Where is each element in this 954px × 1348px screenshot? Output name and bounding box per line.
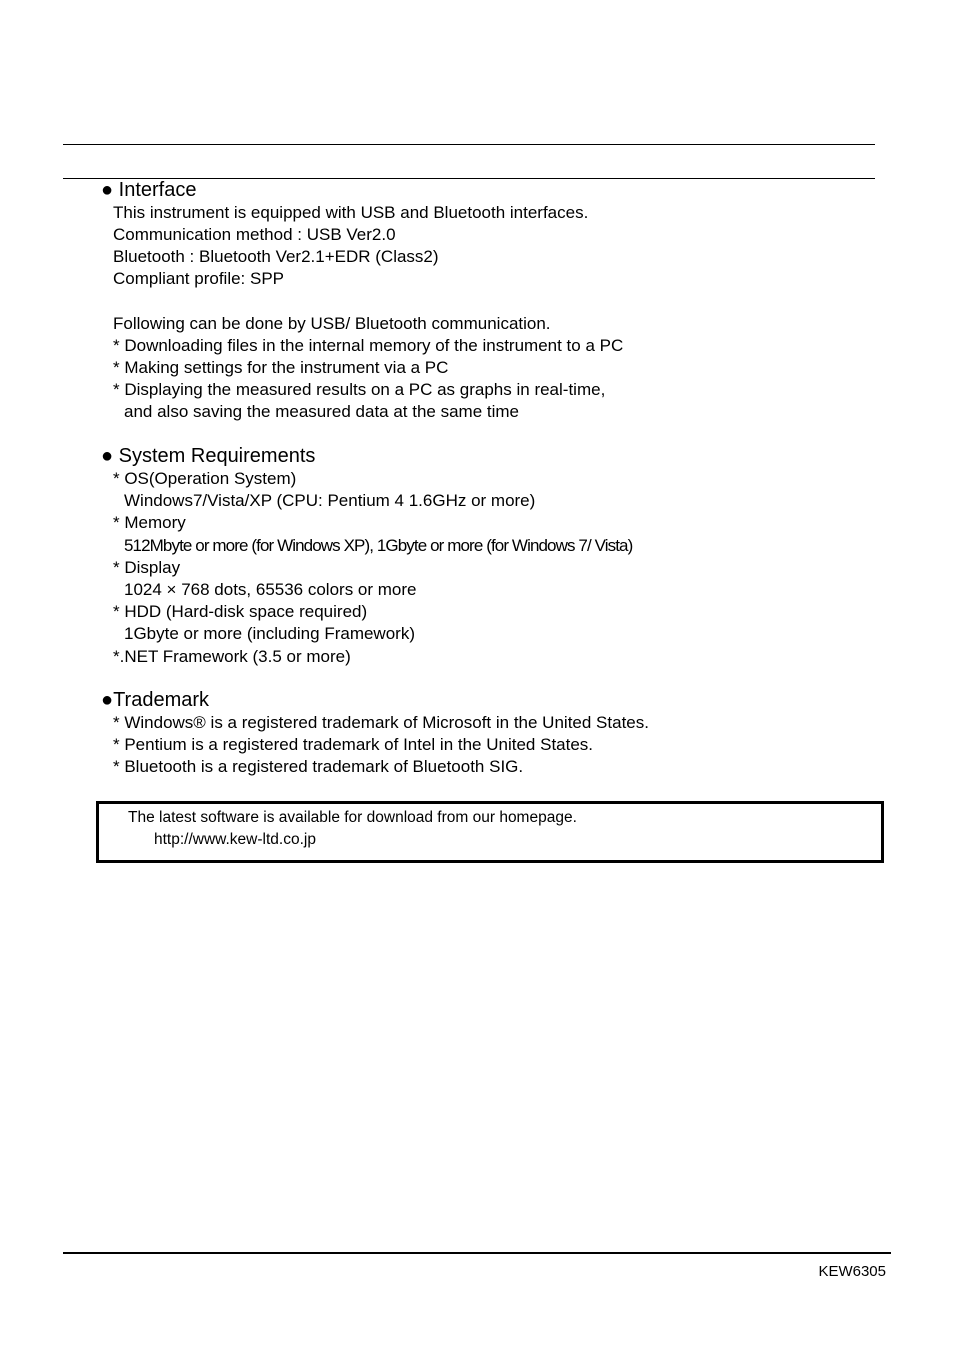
download-notice-box [96,801,884,863]
interface-line: Bluetooth : Bluetooth Ver2.1+EDR (Class2) [113,247,439,266]
trademark-line: * Bluetooth is a registered trademark of Bluetooth SIG. [113,757,524,776]
requirement-line: Windows7/Vista/XP (CPU: Pentium 4 1.6GHz or more) [124,491,536,510]
interface-line: Communication method : USB Ver2.0 [113,225,396,244]
homepage-link[interactable]: http://www.kew-ltd.co.jp [154,831,316,848]
interface-heading: ● Interface [101,179,197,201]
trademark-line: * Pentium is a registered trademark of Intel in the United States. [113,735,594,754]
interface-line: Compliant profile: SPP [113,269,285,288]
requirement-line: * Display [113,558,181,577]
interface-line: * Making settings for the instrument via a PC [113,358,449,377]
requirement-line: 1Gbyte or more (including Framework) [124,624,415,643]
interface-line: * Downloading files in the internal memory of the instrument to a PC [113,336,624,355]
interface-line: This instrument is equipped with USB and Bluetooth interfaces. [113,203,589,222]
trademark-heading: ●Trademark [101,689,210,711]
header-rule-top [63,144,875,145]
footer-model-number: KEW6305 [818,1263,886,1280]
interface-line: Following can be done by USB/ Bluetooth communication. [113,314,551,333]
trademark-line: * Windows® is a registered trademark of Microsoft in the United States. [113,713,649,732]
requirement-line: * HDD (Hard-disk space required) [113,602,368,621]
interface-line: * Displaying the measured results on a PC as graphs in real-time, [113,380,606,399]
download-notice-text: The latest software is available for download from our homepage. [128,809,577,826]
requirement-line: 512Mbyte or more (for Windows XP), 1Gbyte or more (for Windows 7/ Vista) [124,536,633,555]
interface-line: and also saving the measured data at the same time [124,402,520,421]
requirement-line: * OS(Operation System) [113,469,297,488]
requirement-line: *.NET Framework (3.5 or more) [113,647,351,666]
footer-rule [63,1252,891,1254]
requirement-line: * Memory [113,513,186,532]
requirement-line: 1024 × 768 dots, 65536 colors or more [124,580,417,599]
system-requirements-heading: ● System Requirements [101,445,316,467]
